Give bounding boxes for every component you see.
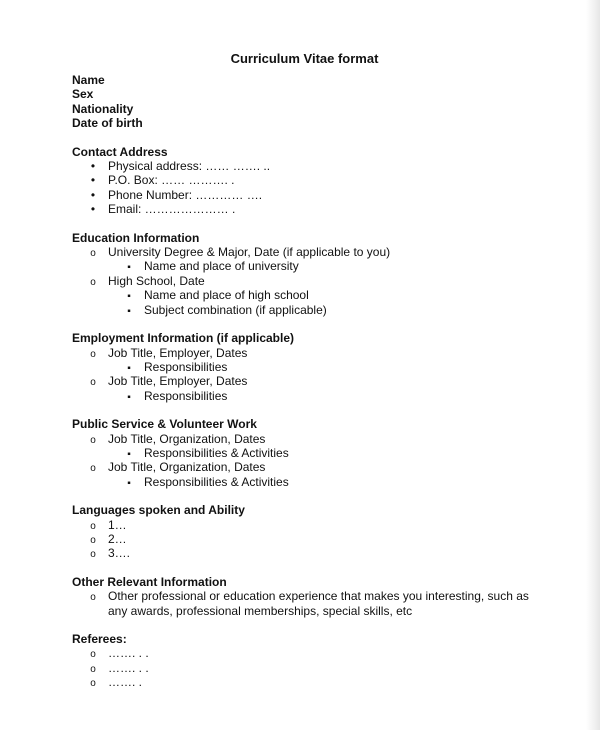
bullet-icon xyxy=(87,173,99,187)
sub-list-item: ▪ Responsibilities xyxy=(72,389,577,403)
list-item: o Job Title, Organization, Dates xyxy=(72,432,577,446)
page-edge-shadow xyxy=(586,0,600,730)
list-item: • Physical address: …… ……. .. xyxy=(72,159,577,173)
contact-section xyxy=(72,145,577,217)
personal-name-label: Name xyxy=(72,73,105,87)
section-heading: Contact Address xyxy=(72,144,168,159)
section-heading: Other Relevant Information xyxy=(72,574,227,589)
section-heading: Employment Information (if applicable) xyxy=(72,331,295,346)
public-service-section xyxy=(72,417,577,489)
circle-bullet-icon xyxy=(87,675,99,691)
list-item: o Job Title, Employer, Dates xyxy=(72,346,577,360)
education-section xyxy=(72,231,577,317)
section-heading: Languages spoken and Ability xyxy=(72,503,245,518)
personal-sex-label: Sex xyxy=(72,87,94,102)
list-item: • Email: ………………… . xyxy=(72,202,577,216)
other-info-section xyxy=(72,575,577,618)
list-item: o Job Title, Employer, Dates xyxy=(72,374,577,388)
personal-dob-label: Date of birth xyxy=(72,116,143,131)
cv-document xyxy=(72,51,577,690)
section-heading: Public Service & Volunteer Work xyxy=(72,417,257,432)
list-item: • Phone Number: ………… …. xyxy=(72,188,577,202)
circle-bullet-icon xyxy=(87,546,99,562)
circle-bullet-icon xyxy=(87,589,99,605)
personal-block xyxy=(72,73,577,131)
sub-list-item: ▪ Responsibilities & Activities xyxy=(72,475,577,489)
document-title: Curriculum Vitae format xyxy=(230,51,379,66)
square-bullet-icon xyxy=(123,475,135,491)
list-item: o Other professional or education experience that makes you interesting, such as any awards, professional memberships, special skills, etc xyxy=(72,589,548,618)
section-heading: Education Information xyxy=(72,230,200,245)
sub-list-item: ▪ Name and place of university xyxy=(72,259,577,273)
square-bullet-icon xyxy=(123,303,135,319)
section-heading: Referees: xyxy=(72,632,127,646)
sub-list-item: ▪ Subject combination (if applicable) xyxy=(72,303,577,317)
list-item: o ……. . . xyxy=(72,661,577,675)
list-item: o High School, Date xyxy=(72,274,577,288)
languages-section xyxy=(72,503,577,561)
list-item: o Job Title, Organization, Dates xyxy=(72,460,577,474)
employment-section xyxy=(72,331,577,403)
bullet-icon xyxy=(87,202,99,216)
list-item: o ……. . xyxy=(72,675,577,689)
bullet-icon xyxy=(87,159,99,173)
sub-list-item: ▪ Responsibilities & Activities xyxy=(72,446,577,460)
personal-nationality-label: Nationality xyxy=(72,101,134,116)
list-item: o 2… xyxy=(72,532,577,546)
bullet-icon xyxy=(87,188,99,202)
list-item: o 3…. xyxy=(72,546,577,560)
sub-list-item: ▪ Name and place of high school xyxy=(72,288,577,302)
referees-section xyxy=(72,632,577,690)
list-item: o University Degree & Major, Date (if applicable to you) xyxy=(72,245,577,259)
square-bullet-icon xyxy=(123,389,135,405)
list-item: • P.O. Box: …… ………. . xyxy=(72,173,577,187)
list-item: o ……. . . xyxy=(72,646,577,660)
sub-list-item: ▪ Responsibilities xyxy=(72,360,577,374)
list-item: o 1… xyxy=(72,518,577,532)
